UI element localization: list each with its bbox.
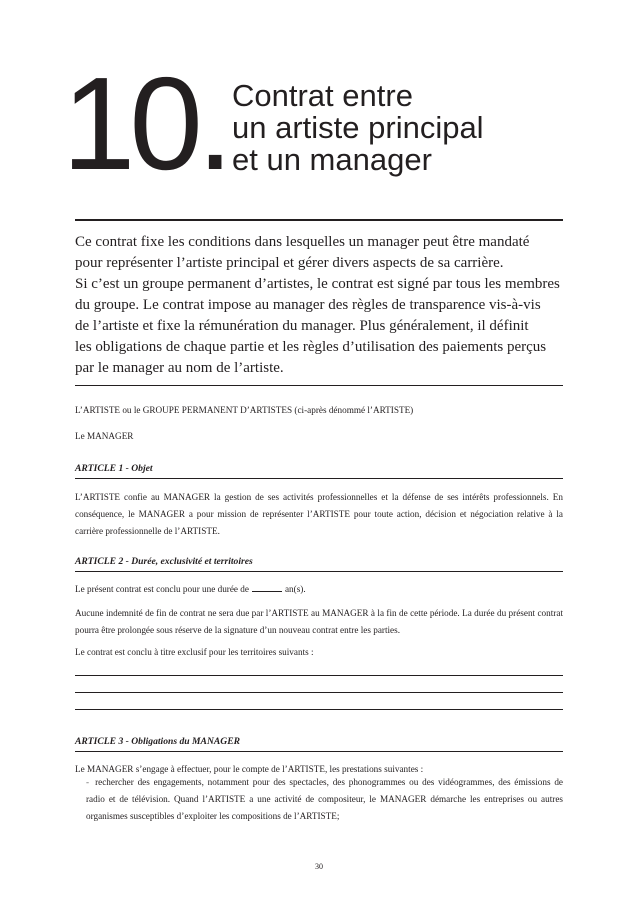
duration-unit: an(s). xyxy=(284,584,306,594)
article-1-text: L’ARTISTE confie au MANAGER la gestion de ses activités professionnelles et la défense de ses intérêts professionnels. En conséquence, le MANAGER a pour mission de représenter l’ARTISTE pour toute action, décision et négociation relative à la carrière professionnelle de l’ARTISTE. xyxy=(75,492,563,536)
intro-line: les obligations de chaque partie et les règles d’utilisation des paiements perçus xyxy=(75,339,547,355)
intro-line: pour représenter l’artiste principal et gérer divers aspects de sa carrière. xyxy=(75,255,504,271)
intro-line: de l’artiste et fixe la rémunération du manager. Plus généralement, il définit xyxy=(75,318,529,334)
article-2-rule xyxy=(75,571,563,572)
duration-blank-field[interactable] xyxy=(252,583,282,592)
article-3-bullet-text: rechercher des engagements, notamment pour des spectacles, des phonogrammes ou des vidéogrammes, des émissions de radio et de télévision. Quand l’ARTISTE a une activité de compositeur, le MANAGER démarche les entreprises ou autres organismes susceptibles d’exploiter les compositions de l’ARTISTE; xyxy=(86,777,563,821)
party-manager: Le MANAGER xyxy=(75,431,134,441)
intro-line: Si c’est un groupe permanent d’artistes, le contrat est signé par tous les membres xyxy=(75,276,560,292)
chapter-title xyxy=(232,80,484,176)
chapter-title-line: un artiste principal xyxy=(232,110,484,145)
article-3-heading: ARTICLE 3 - Obligations du MANAGER xyxy=(75,736,240,747)
party-artist: L’ARTISTE ou le GROUPE PERMANENT D’ARTISTES (ci-après dénommé l’ARTISTE) xyxy=(75,405,414,415)
chapter-title-line: et un manager xyxy=(232,142,432,177)
title-divider xyxy=(75,219,563,221)
intro-line: Ce contrat fixe les conditions dans lesquelles un manager peut être mandaté xyxy=(75,234,530,250)
intro-paragraph xyxy=(75,232,565,379)
article-3-rule xyxy=(75,751,563,752)
article-3-intro: Le MANAGER s’engage à effectuer, pour le compte de l’ARTISTE, les prestations suivantes : xyxy=(75,764,424,774)
duration-text: Le présent contrat est conclu pour une durée de xyxy=(75,584,249,594)
article-1-rule xyxy=(75,478,563,479)
article-2-duration xyxy=(75,582,563,597)
article-3-bullet xyxy=(86,774,563,825)
chapter-title-line: Contrat entre xyxy=(232,78,413,113)
article-2-heading: ARTICLE 2 - Durée, exclusivité et territoires xyxy=(75,556,253,567)
intro-line: par le manager au nom de l’artiste. xyxy=(75,360,284,376)
intro-divider xyxy=(75,385,563,386)
article-2-paragraph: Aucune indemnité de fin de contrat ne sera due par l’ARTISTE au MANAGER à la fin de cette période. La durée du présent contrat pourra être prolongée sous réserve de la signature d’un nouveau contrat entre les parties. xyxy=(75,608,563,635)
territory-fill-line[interactable] xyxy=(75,709,563,710)
bullet-marker: - xyxy=(86,777,90,787)
page-number: 30 xyxy=(315,862,323,871)
intro-line: du groupe. Le contrat impose au manager des règles de transparence vis-à-vis xyxy=(75,297,541,313)
article-1-heading: ARTICLE 1 - Objet xyxy=(75,463,153,474)
chapter-number: 10. xyxy=(62,50,228,197)
article-2-territories: Le contrat est conclu à titre exclusif pour les territoires suivants : xyxy=(75,647,314,657)
territory-fill-line[interactable] xyxy=(75,675,563,676)
territory-fill-line[interactable] xyxy=(75,692,563,693)
